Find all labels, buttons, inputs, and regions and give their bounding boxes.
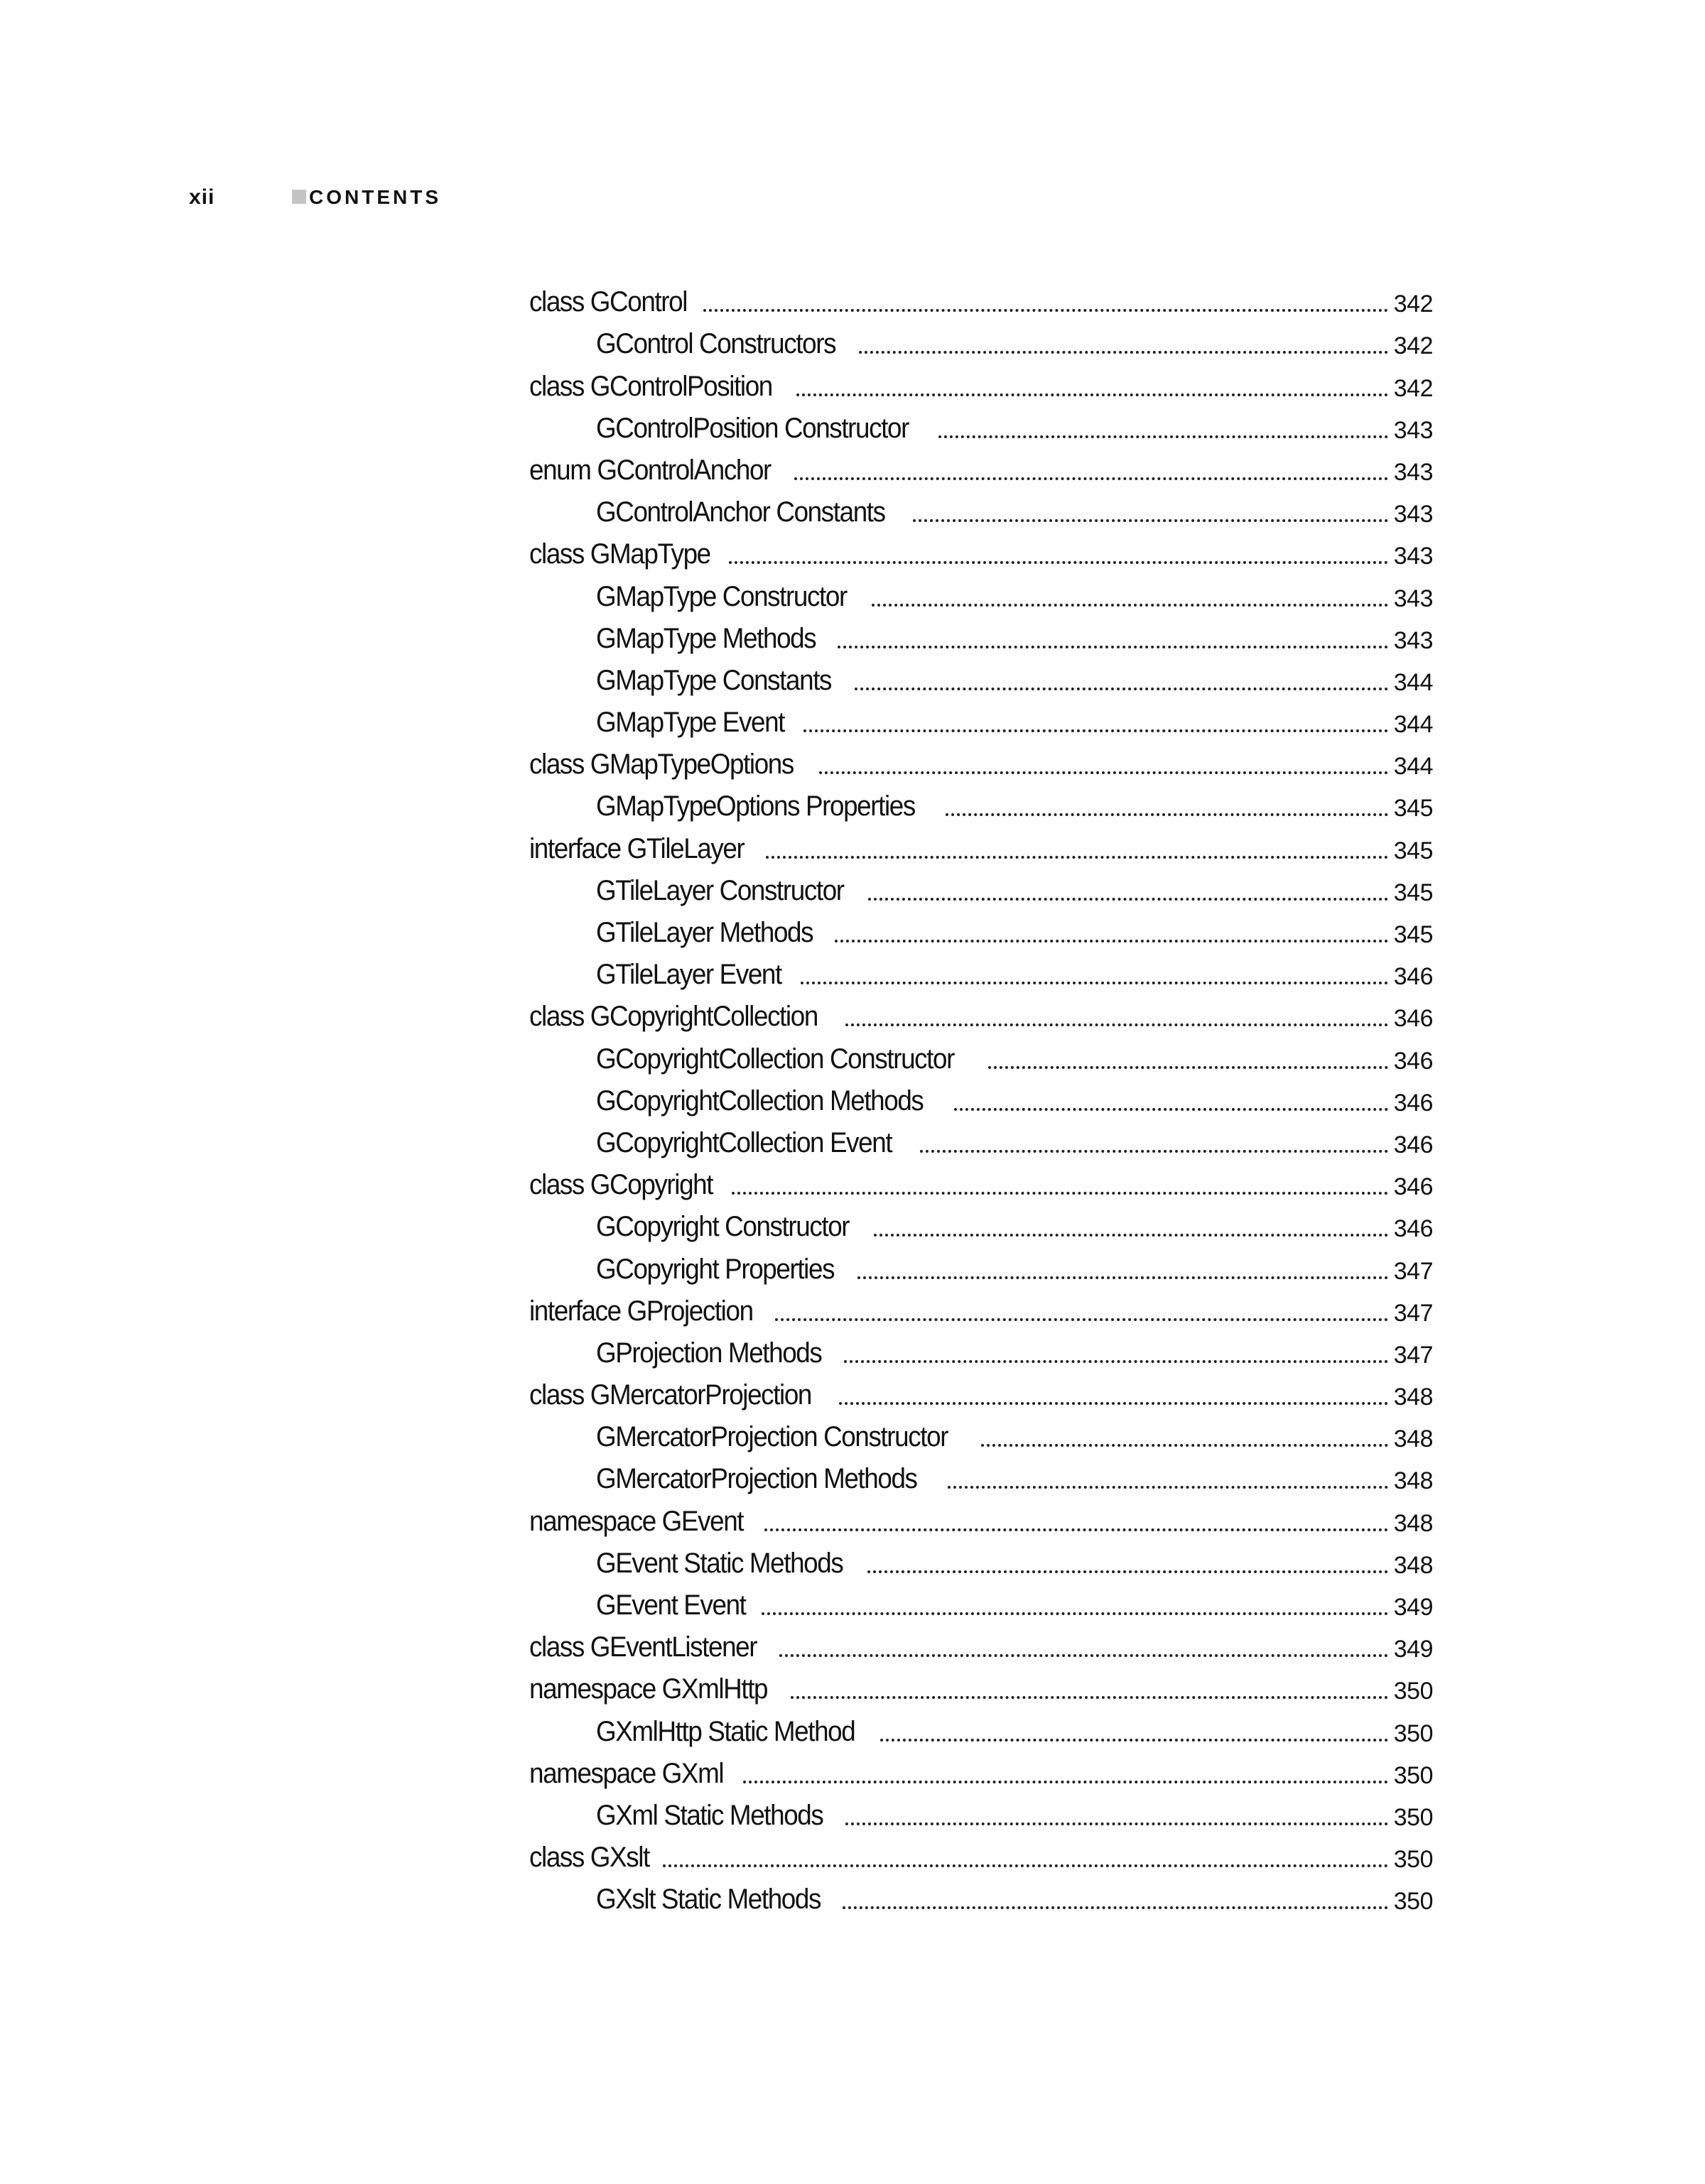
toc-entry [529, 283, 1433, 325]
dot-leader [868, 898, 1388, 901]
toc-entry-title: GMapType Constants [596, 664, 832, 696]
toc-entry-page-number: 343 [1393, 626, 1433, 654]
toc-entry-page-number: 342 [1393, 332, 1433, 360]
toc-entry-title: GTileLayer Methods [596, 917, 813, 948]
section-marker-icon [292, 190, 306, 204]
dot-leader [843, 1906, 1387, 1909]
toc-entry [529, 1628, 1433, 1670]
toc-entry-title: interface GProjection [529, 1295, 753, 1327]
toc-entry [529, 997, 1433, 1039]
toc-entry-page-number: 346 [1393, 963, 1433, 991]
toc-entry-page-number: 343 [1393, 458, 1433, 486]
toc-entry-title: enum GControlAnchor [529, 454, 771, 486]
toc-entry [529, 1544, 1433, 1586]
toc-entry-title: interface GTileLayer [529, 832, 745, 864]
toc-entry-title: GCopyrightCollection Methods [596, 1085, 924, 1117]
toc-entry-page-number: 348 [1393, 1467, 1433, 1495]
dot-leader [663, 1864, 1388, 1867]
toc-entry [529, 913, 1433, 955]
toc-entry-title: GProjection Methods [596, 1337, 822, 1369]
toc-entry-page-number: 348 [1393, 1384, 1433, 1411]
toc-entry-title: GXmlHttp Static Method [596, 1715, 855, 1747]
toc-entry-page-number: 342 [1393, 374, 1433, 402]
dot-leader [803, 729, 1388, 732]
toc-entry-title: class GEventListener [529, 1631, 757, 1663]
dot-leader [855, 688, 1388, 690]
toc-entry-title: GMercatorProjection Constructor [596, 1421, 948, 1453]
toc-entry-title: GTileLayer Event [596, 959, 781, 991]
table-of-contents [529, 283, 1433, 1922]
toc-entry-page-number: 350 [1393, 1803, 1433, 1831]
toc-entry-page-number: 350 [1393, 1888, 1433, 1916]
toc-entry [529, 703, 1433, 745]
toc-entry-page-number: 342 [1393, 290, 1433, 318]
toc-entry-page-number: 346 [1393, 1047, 1433, 1075]
toc-entry [529, 1039, 1433, 1081]
toc-entry-page-number: 347 [1393, 1257, 1433, 1285]
toc-entry-title: GControlPosition Constructor [596, 412, 909, 444]
toc-entry-title: GEvent Static Methods [596, 1547, 843, 1579]
toc-entry [529, 745, 1433, 787]
toc-entry [529, 1334, 1433, 1376]
dot-leader [981, 1444, 1388, 1447]
toc-entry-page-number: 343 [1393, 585, 1433, 612]
toc-entry-page-number: 347 [1393, 1341, 1433, 1369]
toc-entry [529, 1166, 1433, 1207]
toc-entry-title: GCopyright Constructor [596, 1211, 850, 1243]
toc-entry-title: GMapType Constructor [596, 580, 847, 612]
toc-entry [529, 829, 1433, 871]
toc-entry [529, 661, 1433, 703]
toc-entry-page-number: 343 [1393, 543, 1433, 570]
dot-leader [844, 1360, 1388, 1363]
toc-entry-title: GCopyrightCollection Constructor [596, 1043, 954, 1075]
toc-entry-page-number: 346 [1393, 1131, 1433, 1158]
toc-entry [529, 535, 1433, 577]
toc-entry [529, 955, 1433, 997]
toc-entry-title: class GControlPosition [529, 370, 772, 402]
dot-leader [835, 940, 1388, 942]
toc-entry-page-number: 348 [1393, 1551, 1433, 1579]
dot-leader [988, 1066, 1388, 1069]
dot-leader [872, 604, 1388, 607]
toc-entry-title: class GMapTypeOptions [529, 749, 794, 781]
toc-entry-title: GEvent Event [596, 1590, 746, 1621]
toc-entry [529, 366, 1433, 408]
section-title: CONTENTS [309, 186, 441, 208]
toc-entry [529, 1754, 1433, 1796]
dot-leader [874, 1234, 1388, 1237]
dot-leader [913, 519, 1388, 522]
toc-entry [529, 1124, 1433, 1166]
toc-entry-page-number: 346 [1393, 1173, 1433, 1201]
toc-entry [529, 577, 1433, 619]
toc-entry-title: class GControl [529, 286, 688, 318]
toc-entry [529, 871, 1433, 913]
dot-leader [946, 813, 1388, 816]
toc-entry-page-number: 348 [1393, 1425, 1433, 1453]
dot-leader [920, 1150, 1387, 1153]
toc-entry-page-number: 344 [1393, 668, 1433, 696]
dot-leader [729, 561, 1388, 564]
dot-leader [743, 1781, 1388, 1783]
dot-leader [794, 477, 1387, 480]
toc-entry-page-number: 348 [1393, 1509, 1433, 1537]
running-header [189, 183, 441, 212]
toc-entry-page-number: 345 [1393, 795, 1433, 822]
toc-entry-title: GMercatorProjection Methods [596, 1463, 917, 1495]
toc-entry-title: GMapTypeOptions Properties [596, 791, 915, 822]
toc-entry-page-number: 350 [1393, 1761, 1433, 1789]
toc-entry-title: class GCopyrightCollection [529, 1001, 818, 1033]
toc-entry [529, 1838, 1433, 1880]
toc-entry-title: class GCopyright [529, 1169, 713, 1201]
toc-entry-title: GMapType Methods [596, 622, 816, 654]
toc-entry-page-number: 343 [1393, 416, 1433, 444]
toc-entry-title: namespace GXml [529, 1757, 724, 1789]
toc-entry-page-number: 344 [1393, 753, 1433, 781]
dot-leader [819, 771, 1388, 774]
dot-leader [938, 435, 1388, 438]
dot-leader [839, 1402, 1388, 1405]
dot-leader [845, 1822, 1388, 1825]
toc-entry-page-number: 345 [1393, 837, 1433, 864]
toc-entry-title: GXml Static Methods [596, 1799, 823, 1831]
dot-leader [857, 1276, 1388, 1279]
toc-entry-page-number: 349 [1393, 1594, 1433, 1621]
toc-entry [529, 409, 1433, 451]
toc-entry-title: GControlAnchor Constants [596, 496, 885, 528]
toc-entry-page-number: 345 [1393, 921, 1433, 948]
dot-leader [801, 982, 1388, 984]
toc-entry-title: class GMercatorProjection [529, 1379, 812, 1411]
dot-leader [766, 856, 1388, 859]
toc-entry-page-number: 350 [1393, 1678, 1433, 1705]
dot-leader [775, 1318, 1388, 1321]
toc-entry-title: GControl Constructors [596, 328, 836, 360]
dot-leader [779, 1654, 1388, 1657]
dot-leader [838, 646, 1388, 648]
dot-leader [845, 1023, 1388, 1026]
toc-entry [529, 787, 1433, 829]
toc-entry-title: namespace GXmlHttp [529, 1673, 768, 1705]
toc-entry-page-number: 347 [1393, 1299, 1433, 1327]
toc-entry-page-number: 349 [1393, 1636, 1433, 1663]
toc-entry-title: GXslt Static Methods [596, 1884, 821, 1916]
dot-leader [764, 1528, 1387, 1531]
toc-entry [529, 451, 1433, 493]
toc-entry [529, 1082, 1433, 1124]
toc-entry-page-number: 346 [1393, 1005, 1433, 1033]
toc-entry [529, 619, 1433, 661]
toc-entry [529, 1418, 1433, 1460]
toc-entry-page-number: 343 [1393, 501, 1433, 528]
toc-entry [529, 1501, 1433, 1543]
toc-entry-title: class GXslt [529, 1842, 649, 1874]
dot-leader [796, 393, 1388, 396]
page-folio: xii [189, 185, 215, 209]
toc-entry [529, 1249, 1433, 1291]
toc-entry [529, 1796, 1433, 1838]
dot-leader [859, 351, 1387, 354]
toc-entry-page-number: 350 [1393, 1720, 1433, 1747]
toc-entry-page-number: 345 [1393, 879, 1433, 906]
dot-leader [880, 1739, 1388, 1742]
toc-entry [529, 1460, 1433, 1501]
toc-entry [529, 493, 1433, 535]
toc-entry [529, 1670, 1433, 1712]
dot-leader [762, 1612, 1388, 1615]
toc-entry-title: class GMapType [529, 538, 710, 570]
toc-entry [529, 1712, 1433, 1754]
toc-entry-page-number: 346 [1393, 1215, 1433, 1243]
dot-leader [867, 1570, 1388, 1573]
dot-leader [948, 1486, 1388, 1489]
toc-entry-title: GCopyright Properties [596, 1253, 835, 1285]
toc-entry-page-number: 344 [1393, 711, 1433, 739]
toc-entry-title: GMapType Event [596, 707, 785, 739]
toc-entry [529, 1586, 1433, 1628]
toc-entry [529, 1292, 1433, 1334]
dot-leader [954, 1108, 1387, 1111]
toc-entry-page-number: 346 [1393, 1089, 1433, 1117]
toc-entry [529, 1376, 1433, 1418]
toc-entry [529, 1880, 1433, 1922]
toc-entry-title: namespace GEvent [529, 1505, 744, 1537]
toc-entry-page-number: 350 [1393, 1846, 1433, 1874]
toc-entry-title: GTileLayer Constructor [596, 874, 844, 906]
dot-leader [791, 1696, 1387, 1699]
dot-leader [703, 309, 1387, 312]
dot-leader [732, 1192, 1388, 1195]
toc-entry [529, 325, 1433, 366]
toc-entry [529, 1207, 1433, 1249]
toc-entry-title: GCopyrightCollection Event [596, 1126, 892, 1158]
